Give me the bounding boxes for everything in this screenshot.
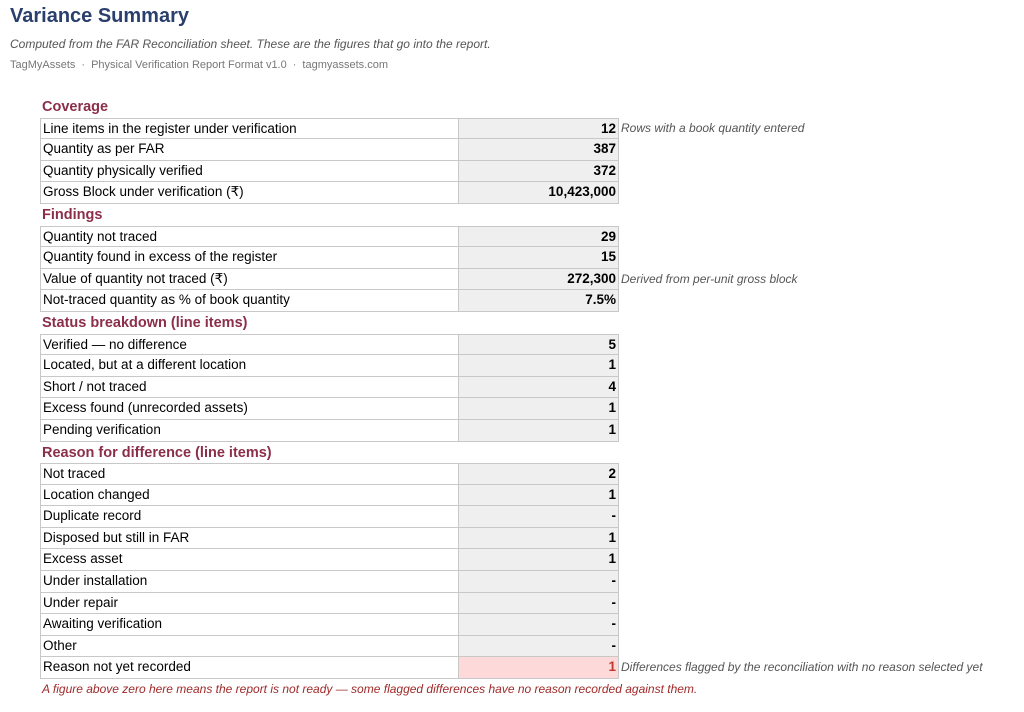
row-value-cell[interactable]: 1 (458, 485, 619, 507)
row-label: Quantity found in excess of the register (40, 247, 458, 269)
table-row (40, 485, 1024, 507)
table-row (40, 398, 1024, 420)
table-row (40, 571, 1024, 593)
row-note (619, 139, 621, 161)
row-note (619, 593, 621, 615)
table-row (40, 355, 1024, 377)
row-label: Location changed (40, 485, 458, 507)
row-value-cell[interactable]: 1 (458, 420, 619, 442)
row-note (619, 182, 621, 204)
table-row (40, 549, 1024, 571)
row-note: Rows with a book quantity entered (621, 120, 805, 135)
table-row (40, 139, 1024, 161)
meta-line (10, 59, 388, 71)
row-value-cell[interactable]: 1 (458, 355, 619, 377)
row-label: Other (40, 636, 458, 658)
row-value-cell[interactable]: 1 (458, 657, 619, 679)
table-row (40, 657, 1024, 679)
section-heading: Status breakdown (line items) (42, 314, 248, 331)
row-note (619, 528, 621, 550)
row-value-cell[interactable]: - (458, 614, 619, 636)
row-value-cell[interactable]: - (458, 571, 619, 593)
row-note (619, 377, 621, 399)
row-note (619, 161, 621, 183)
row-note (619, 226, 621, 248)
section-heading: Coverage (42, 99, 109, 115)
row-value-cell[interactable]: 10,423,000 (458, 182, 619, 204)
row-label: Awaiting verification (40, 614, 458, 636)
meta-separator: · (292, 59, 297, 71)
row-note (619, 247, 621, 269)
table-row (40, 226, 1024, 248)
meta-brand: TagMyAssets (10, 59, 76, 71)
row-value-cell[interactable]: 1 (458, 549, 619, 571)
row-note (619, 398, 621, 420)
row-note (619, 463, 621, 485)
row-note (619, 506, 621, 528)
row-label: Not-traced quantity as % of book quantity (40, 290, 458, 312)
row-value-cell[interactable]: - (458, 593, 619, 615)
row-note (619, 614, 621, 636)
row-value-cell[interactable]: 272,300 (458, 269, 619, 291)
section-heading: Reason for difference (line items) (42, 444, 272, 461)
table-row (40, 420, 1024, 442)
row-label: Duplicate record (40, 506, 458, 528)
section-heading: Findings (42, 206, 103, 223)
row-value-cell[interactable]: 7.5% (458, 290, 619, 312)
row-value-cell[interactable]: - (458, 506, 619, 528)
row-value-cell[interactable]: 387 (458, 139, 619, 161)
row-value-cell[interactable]: 29 (458, 226, 619, 248)
row-label: Not traced (40, 463, 458, 485)
row-label: Reason not yet recorded (40, 657, 458, 679)
footer-warning: A figure above zero here means the report is not ready — some flagged differences have no reason recorded against them. (42, 682, 698, 697)
row-value-cell[interactable]: 372 (458, 161, 619, 183)
row-label: Line items in the register under verification (40, 118, 458, 140)
table-row (40, 118, 1024, 140)
row-value-cell[interactable]: 5 (458, 334, 619, 356)
row-value-cell[interactable]: 2 (458, 463, 619, 485)
row-note (619, 485, 621, 507)
row-value-cell[interactable]: 4 (458, 377, 619, 399)
row-value-cell[interactable]: 1 (458, 398, 619, 420)
table-row (40, 593, 1024, 615)
summary-grid (40, 96, 1024, 701)
table-row (40, 614, 1024, 636)
row-label: Under installation (40, 571, 458, 593)
row-note (619, 355, 621, 377)
row-note (619, 290, 621, 312)
table-row (40, 377, 1024, 399)
row-note (619, 549, 621, 571)
meta-format: Physical Verification Report Format v1.0 (91, 59, 287, 71)
row-label: Located, but at a different location (40, 355, 458, 377)
row-label: Short / not traced (40, 377, 458, 399)
row-note (619, 636, 621, 658)
row-label: Quantity as per FAR (40, 139, 458, 161)
row-note (619, 420, 621, 442)
meta-separator: · (81, 59, 86, 71)
page-subtitle: Computed from the FAR Reconciliation sheet. These are the figures that go into the report. (10, 37, 491, 51)
row-label: Pending verification (40, 420, 458, 442)
row-label: Verified — no difference (40, 334, 458, 356)
table-row (40, 269, 1024, 291)
row-value-cell[interactable]: 15 (458, 247, 619, 269)
row-label: Gross Block under verification (₹) (40, 182, 458, 204)
row-label: Excess found (unrecorded assets) (40, 398, 458, 420)
table-row (40, 247, 1024, 269)
row-note (619, 334, 621, 356)
table-row (40, 161, 1024, 183)
table-row (40, 636, 1024, 658)
row-label: Quantity not traced (40, 226, 458, 248)
row-label: Disposed but still in FAR (40, 528, 458, 550)
table-row (40, 290, 1024, 312)
row-value-cell[interactable]: 12 (458, 118, 619, 140)
row-value-cell[interactable]: - (458, 636, 619, 658)
table-row (40, 463, 1024, 485)
row-label: Value of quantity not traced (₹) (40, 269, 458, 291)
row-note: Derived from per-unit gross block (621, 271, 798, 286)
table-row (40, 506, 1024, 528)
row-label: Excess asset (40, 549, 458, 571)
meta-site: tagmyassets.com (302, 59, 388, 71)
row-note: Differences flagged by the reconciliation with no reason selected yet (621, 660, 983, 675)
row-label: Quantity physically verified (40, 161, 458, 183)
page-title: Variance Summary (10, 5, 189, 27)
table-row (40, 334, 1024, 356)
row-note (619, 571, 621, 593)
row-label: Under repair (40, 593, 458, 615)
row-value-cell[interactable]: 1 (458, 528, 619, 550)
table-row (40, 182, 1024, 204)
table-row (40, 528, 1024, 550)
